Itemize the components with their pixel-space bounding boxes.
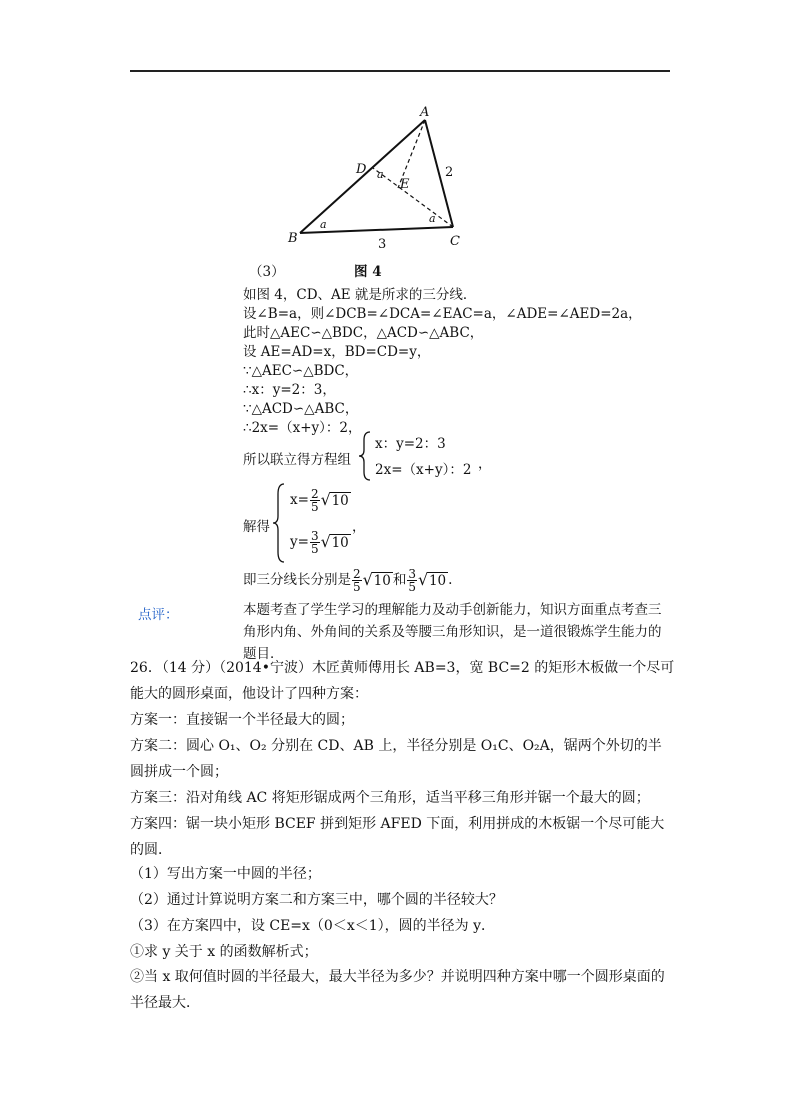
solution-line-8: ∴2x=（x+y）：2， — [243, 420, 362, 436]
problem-26-plan-4: 方案四：锯一块小矩形 BCEF 拼到矩形 AFED 下面，利用拼成的木板锯一个尽可能大的圆． — [130, 816, 665, 858]
system-eq-1: x：y=2：3 — [375, 436, 446, 452]
solution-line-5: ∵△AEC∽△BDC， — [243, 363, 359, 379]
solve-prefix: 解得 — [243, 519, 270, 535]
figure-caption — [249, 260, 549, 280]
question-3: （3）在方案四中，设 CE=x（0＜x＜1），圆的半径为 y． — [130, 918, 495, 934]
label-angle-c: a — [429, 212, 436, 225]
solution-line-1: 如图 4，CD、AE 就是所求的三分线． — [243, 287, 477, 303]
fraction: $\frac{3}{5}$ — [408, 567, 416, 594]
problem-26-plan-1: 方案一：直接锯一个半径最大的圆； — [130, 712, 354, 728]
system-end: ， — [478, 456, 492, 472]
label-c: C — [450, 234, 460, 249]
solution-line-3: 此时△AEC∽△BDC，△ACD∽△ABC， — [243, 325, 484, 341]
label-side-ac: 2 — [445, 165, 454, 180]
solution-x — [290, 488, 351, 513]
solution-x-lhs: x= — [290, 492, 309, 508]
system-prefix: 所以联立得方程组 — [243, 452, 351, 468]
problem-26-plan-2: 方案二：圆心 O₁、O₂ 分别在 CD、AB 上，半径分别是 O₁C、O₂A，锯两个外切的半圆拼成一个圆； — [130, 738, 662, 780]
fraction: $\frac{2}{5}$ — [310, 487, 319, 514]
problem-26-plan-3: 方案三：沿对角线 AC 将矩形锯成两个三角形，适当平移三角形并锯一个最大的圆； — [130, 790, 650, 806]
sqrt: √ 10 — [320, 531, 349, 551]
system-eq-2: 2x=（x+y）：2 — [375, 462, 472, 478]
label-e: E — [400, 177, 410, 192]
sqrt: √ 10 — [320, 489, 349, 509]
solution-line-7: ∵△ACD∽△ABC， — [243, 401, 359, 417]
triangle-figure — [280, 100, 480, 250]
solution-line-2: 设∠B=a，则∠DCB=∠DCA=∠EAC=a，∠ADE=∠AED=2a， — [243, 306, 642, 322]
solution-y-lhs: y= — [290, 534, 309, 550]
label-b: B — [288, 231, 298, 246]
fraction: $\frac{3}{5}$ — [310, 529, 319, 556]
review-text: 本题考查了学生学习的理解能力及动手创新能力，知识方面重点考查三角形内角、外角间的关系及等腰三角形知识，是一道很锻炼学生能力的题目． — [243, 602, 662, 662]
answer-line — [243, 568, 452, 593]
solution-y — [290, 530, 351, 555]
answer-prefix: 即三分线长分别是 — [243, 572, 351, 588]
label-side-bc: 3 — [378, 237, 387, 250]
question-3a: ①求 y 关于 x 的函数解析式； — [130, 944, 318, 960]
review-label: 点评： — [138, 607, 179, 623]
question-1: （1）写出方案一中圆的半径； — [130, 866, 321, 882]
answer-end: . — [448, 572, 453, 588]
problem-26-intro: 26．（14 分）（2014•宁波）木匠黄师傅用长 AB=3，宽 BC=2 的矩形木板做一个尽可能大的圆形桌面，他设计了四种方案： — [130, 660, 675, 702]
solution-line-4: 设 AE=AD=x，BD=CD=y， — [243, 344, 431, 360]
solution-line-6: ∴x：y=2：3， — [243, 382, 336, 398]
header-rule — [130, 70, 670, 72]
sqrt: √ 10 — [417, 569, 447, 589]
label-a: A — [420, 105, 430, 120]
left-brace-icon — [272, 482, 286, 564]
caption-title: 图 4 — [354, 264, 382, 280]
solution-end: ， — [352, 519, 366, 535]
label-angle-b: a — [320, 218, 327, 231]
sqrt: √ 10 — [362, 569, 391, 589]
left-brace-icon — [358, 430, 372, 482]
segment-cd — [373, 168, 453, 227]
label-angle-d: a — [377, 168, 384, 181]
question-3b: ②当 x 取何值时圆的半径最大，最大半径为多少？并说明四种方案中哪一个圆形桌面的半径最大． — [130, 969, 665, 1011]
caption-number: （3） — [249, 264, 285, 280]
answer-and: 和 — [392, 572, 407, 588]
label-d: D — [356, 162, 367, 177]
fraction: $\frac{2}{5}$ — [353, 567, 361, 594]
question-2: （2）通过计算说明方案二和方案三中，哪个圆的半径较大？ — [130, 892, 503, 908]
